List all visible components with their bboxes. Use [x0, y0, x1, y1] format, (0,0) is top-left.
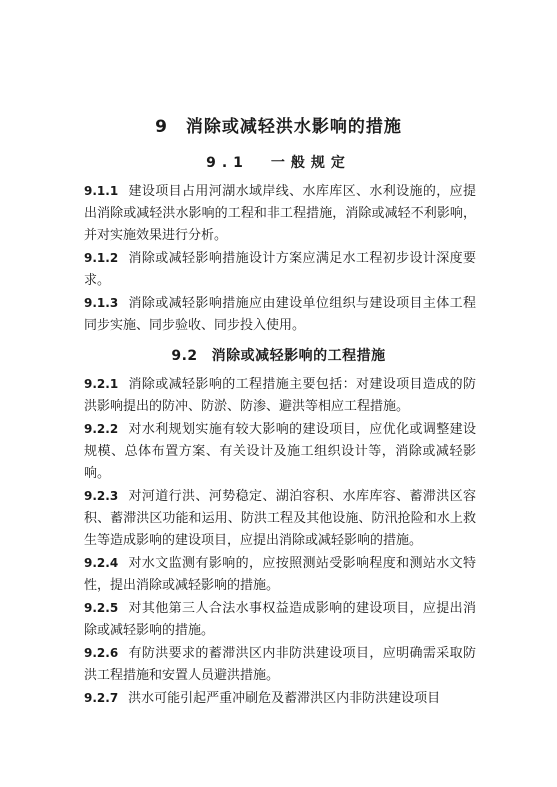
clause-text: 对水利规划实施有较大影响的建设项目，应优化或调整建设规模、总体布置方案、有关设计及施工组织设计等，消除或减轻影响。 — [84, 422, 476, 481]
clause-text: 有防洪要求的蓄滞洪区内非防洪建设项目，应明确需采取防洪工程措施和安置人员避洪措施。 — [84, 646, 476, 683]
chapter-number: 9 — [155, 117, 168, 137]
clause — [84, 642, 476, 687]
clause-text: 洪水可能引起严重冲刷危及蓄滞洪区内非防洪建设项目 — [128, 691, 441, 706]
clause-text: 对河道行洪、河势稳定、湖泊容积、水库库容、蓄滞洪区容积、蓄滞洪区功能和运用、防洪工程及其他设施、防汛抢险和水上救生等造成影响的建设项目，应提出消除或减轻影响的措施。 — [84, 489, 476, 548]
clause-number: 9.2.7 — [84, 691, 119, 705]
clause — [84, 552, 476, 597]
clause-text: 建设项目占用河湖水域岸线、水库库区、水利设施的，应提出消除或减轻洪水影响的工程和非工程措施，消除或减轻不利影响，并对实施效果进行分析。 — [84, 184, 476, 243]
section-body — [84, 373, 476, 710]
clause-text: 对水文监测有影响的，应按照测站受影响程度和测站水文特性，提出消除或减轻影响的措施。 — [84, 556, 476, 593]
clause — [84, 485, 476, 552]
clause-number: 9.1.2 — [84, 251, 119, 265]
clause — [84, 687, 476, 710]
section-body — [84, 180, 476, 337]
clause-number: 9.2.1 — [84, 377, 119, 391]
section-title — [0, 345, 557, 365]
clause — [84, 597, 476, 642]
clause-text: 消除或减轻影响措施应由建设单位组织与建设项目主体工程同步实施、同步验收、同步投入使用。 — [84, 296, 476, 333]
clause-number: 9.1.3 — [84, 296, 119, 310]
clause-number: 9.2.2 — [84, 422, 119, 436]
clause-number: 9.2.3 — [84, 489, 119, 503]
clause-text: 消除或减轻影响的工程措施主要包括：对建设项目造成的防洪影响提出的防冲、防淤、防渗、避洪等相应工程措施。 — [84, 377, 476, 414]
clause — [84, 292, 476, 337]
clause — [84, 418, 476, 485]
clause-text: 对其他第三人合法水事权益造成影响的建设项目，应提出消除或减轻影响的措施。 — [84, 601, 476, 638]
section-title-text: 一般规定 — [270, 155, 351, 171]
clause-number: 9.1.1 — [84, 184, 119, 198]
clause-number: 9.2.5 — [84, 601, 119, 615]
clause-number: 9.2.4 — [84, 556, 119, 570]
section-title — [0, 152, 557, 172]
clause — [84, 180, 476, 247]
chapter-title — [0, 112, 557, 137]
section-number: 9.2 — [171, 348, 198, 364]
section-title-text: 消除或减轻影响的工程措施 — [211, 348, 386, 364]
chapter-title-text: 消除或减轻洪水影响的措施 — [185, 117, 402, 137]
clause — [84, 373, 476, 418]
clause — [84, 247, 476, 292]
clause-text: 消除或减轻影响措施设计方案应满足水工程初步设计深度要求。 — [84, 251, 476, 288]
clause-number: 9.2.6 — [84, 646, 119, 660]
section-number: 9.1 — [206, 155, 249, 171]
